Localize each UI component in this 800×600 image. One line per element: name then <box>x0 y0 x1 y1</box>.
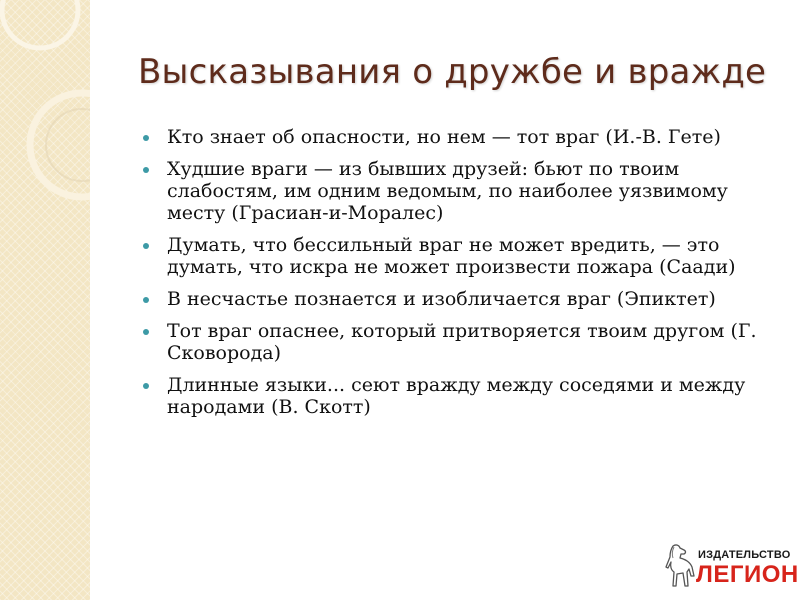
decorative-circles <box>0 0 90 600</box>
bullet-icon <box>143 297 149 303</box>
horse-icon <box>664 542 698 590</box>
quote-text: Худшие враги — из бывших друзей: бьют по твоим слабостям, им одним ведомым, по наиболее уязвимому месту (Грасиан-и-Моралес) <box>167 158 728 224</box>
quote-text: Длинные языки... сеют вражду между соседями и между народами (В. Скотт) <box>167 374 746 418</box>
decorative-side-panel <box>0 0 90 600</box>
quote-item <box>143 288 783 310</box>
slide-title: Высказывания о дружбе и вражде <box>138 52 767 92</box>
publisher-logo <box>664 540 799 592</box>
bullet-icon <box>143 135 149 141</box>
quote-text: Думать, что бессильный враг не может вредить, — это думать, что искра не может произвести пожара (Саади) <box>167 234 736 278</box>
bullet-icon <box>143 167 149 173</box>
quote-text: В несчастье познается и изобличается враг (Эпиктет) <box>167 288 716 310</box>
quote-text: Тот враг опаснее, который притворяется твоим другом (Г. Сковорода) <box>167 320 757 364</box>
quote-item <box>143 234 783 278</box>
quote-item <box>143 158 783 224</box>
logo-publisher-label: ИЗДАТЕЛЬСТВО <box>698 549 791 561</box>
quote-list <box>143 126 783 428</box>
quote-item <box>143 374 783 418</box>
bullet-icon <box>143 329 149 335</box>
quote-item <box>143 126 783 148</box>
quote-item <box>143 320 783 364</box>
logo-publisher-name: ЛЕГИОН <box>696 561 799 588</box>
bullet-icon <box>143 243 149 249</box>
bullet-icon <box>143 383 149 389</box>
quote-text: Кто знает об опасности, но нем — тот враг (И.-В. Гете) <box>167 126 721 148</box>
